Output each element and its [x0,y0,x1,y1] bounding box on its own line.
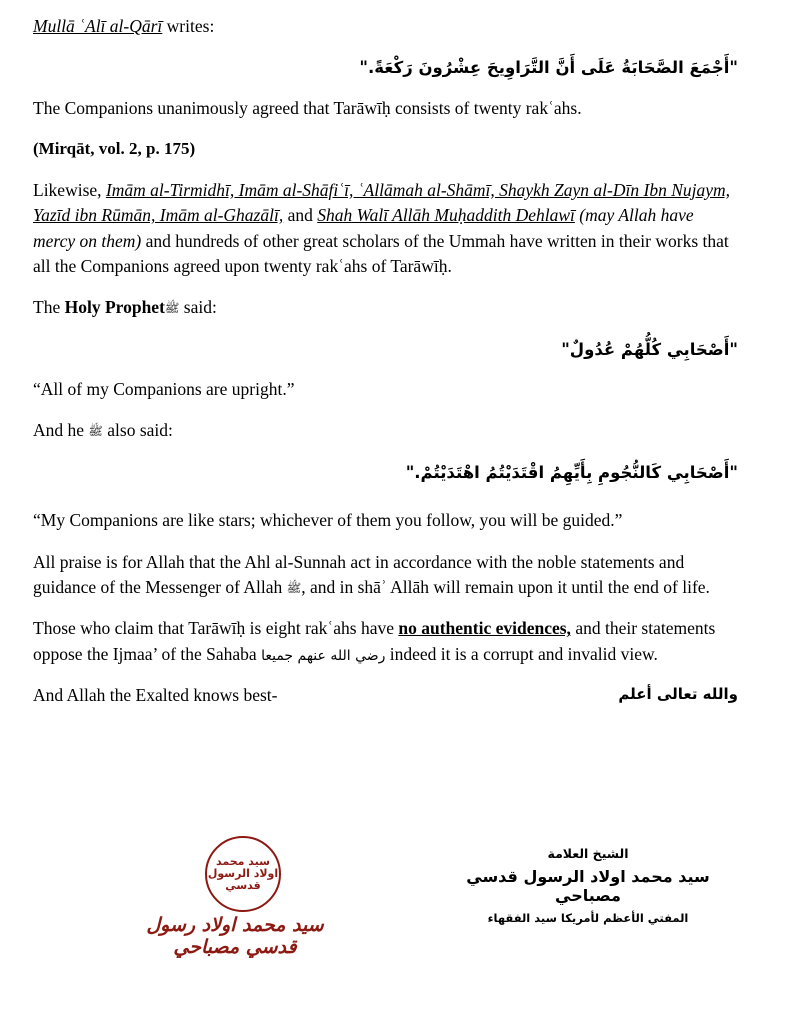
arabic-quote-3: "أَصْحَابِي كَالنُّجُومِ بِأَيِّهِمُ اقْتَدَيْتُمُ اهْتَدَيْتُمْ." [405,462,738,482]
refutation-part-2: and their statements oppose the Ijmaa’ of the Sahaba [33,618,716,664]
prophet-line-post: said: [179,297,217,318]
handwritten-signature: سيد محمد اولاد رسول قدسي مصباحي [146,914,324,958]
seal-block [120,836,350,971]
scholars-paren: (may Allah have mercy on them) [33,205,694,251]
prophet-title: Holy Prophet [64,297,165,318]
document-footer [0,836,796,986]
praise-part-2: , and in shāʾ Allāh will remain upon it until the end of life. [301,576,710,597]
intro-after-author: writes: [162,16,215,36]
footer-line-2: سيد محمد اولاد الرسول قدسي مصباحي [466,867,710,905]
author-name: Mullā ʿAlī al-Qārī [33,16,163,36]
salutation-icon: ﷺ [164,301,180,316]
praise-part-1: All praise is for Allah that the Ahl al-Sunnah act in accordance with the noble statements and guidance of the Messenger of Allah [33,551,685,597]
closing-english: And Allah the Exalted knows best- [33,685,278,706]
refutation-emphasis: no authentic evidences, [398,618,571,639]
and-he-said-line [33,418,738,443]
salutation-icon: ﷺ [286,580,302,595]
intro-paragraph [33,14,738,39]
refutation-paragraph [33,616,738,667]
refutation-part-1: Those who claim that Tarāwīḥ is eight rakʿahs have [33,618,399,639]
prophet-line-pre: The [33,297,65,318]
scholars-paragraph [33,178,738,280]
quote-1-source: (Mirqāt, vol. 2, p. 175) [33,139,196,159]
and-he-pre: And he [33,420,89,441]
quote-3-translation: “My Companions are like stars; whichever of them you follow, you will be guided.” [33,510,623,531]
sahaba-arabic-honorific: رضي الله عنهم جميعا [261,647,386,664]
and-he-post: also said: [102,420,173,441]
scholars-mid: and [283,205,318,226]
closing-arabic: والله تعالى أعلم [618,685,738,704]
prophet-statement-line [33,295,738,320]
scholars-names-2: Shah Walī Allāh Muḥaddith Dehlawī [317,205,575,226]
footer-arabic-credits [438,846,738,925]
footer-line-1: الشيخ العلامة [547,846,629,861]
arabic-quote-2: "أَصْحَابِي كُلُّهُمْ عُدُولٌ" [561,339,738,359]
praise-paragraph [33,550,738,601]
scholars-tail: and hundreds of other great scholars of the Ummah have written in their works that all the Companions agreed upon twenty rakʿahs of Tarāwīḥ. [33,230,729,276]
salutation-icon: ﷺ [88,424,103,439]
refutation-part-3: indeed it is a corrupt and invalid view. [385,643,658,664]
scholars-names-1: Imām al-Tirmidhī, Imām al-Shāfiʿī, ʿAllāmah al-Shāmī, Shaykh Zayn al-Dīn Ibn Nujaym, Yazīd ibn Rūmān, Imām al-Ghazālī, [33,179,731,226]
scholars-lead: Likewise, [33,179,106,200]
seal-stamp-icon: سيد محمد اولاد الرسول قدسي [205,836,281,912]
footer-line-3: المفتي الأعظم لأمريكا سيد الفقهاء [487,911,689,925]
arabic-quote-1: "أَجْمَعَ الصَّحَابَةُ عَلَى أَنَّ التَّرَاوِيحَ عِشْرُونَ رَكْعَةً." [359,58,738,78]
quote-2-translation: “All of my Companions are upright.” [33,379,295,400]
closing-line [33,683,738,708]
quote-1-translation: The Companions unanimously agreed that Tarāwīḥ consists of twenty rakʿahs. [33,97,582,118]
